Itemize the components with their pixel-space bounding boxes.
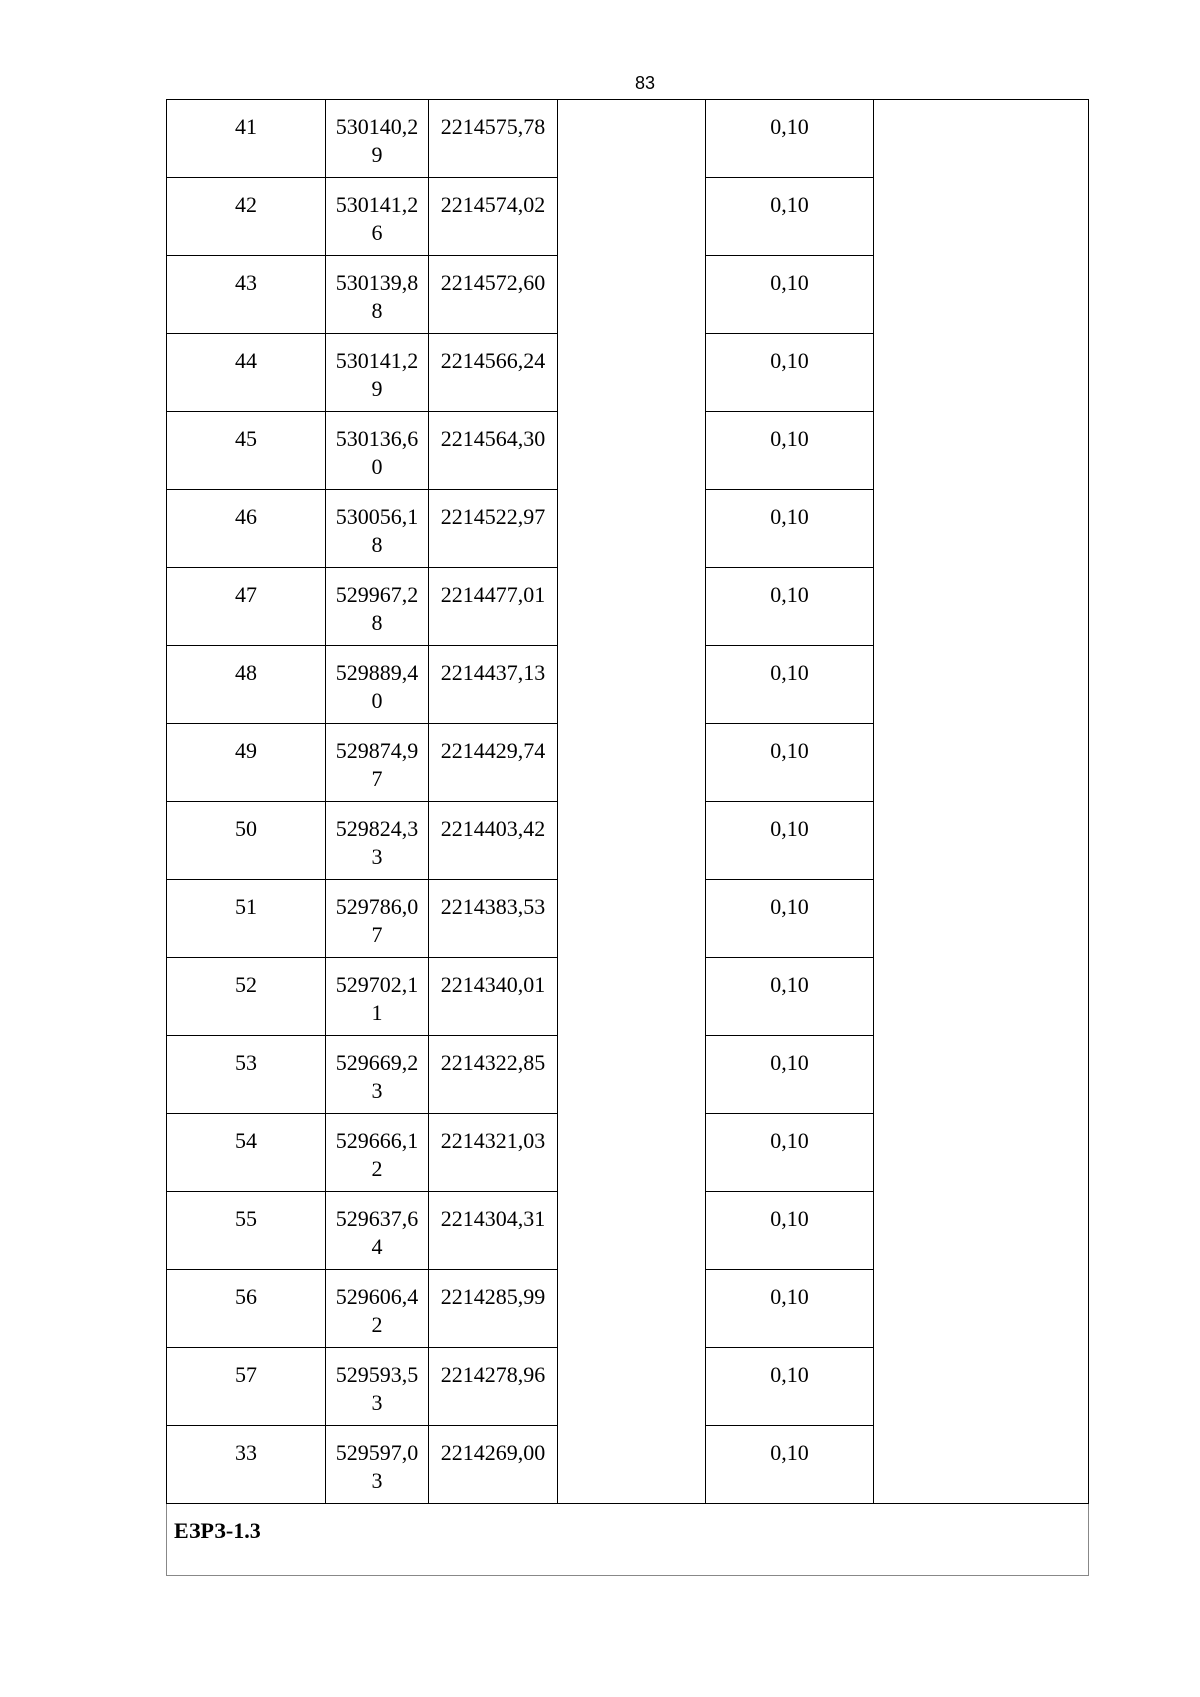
precision-cell: 0,10 xyxy=(706,646,874,724)
coordinates-table-body xyxy=(167,100,1089,1576)
x-coordinate-cell: 529967,28 xyxy=(326,568,429,646)
x-coordinate-cell: 530136,60 xyxy=(326,412,429,490)
x-coordinate-cell: 529606,42 xyxy=(326,1270,429,1348)
point-number-cell: 56 xyxy=(167,1270,326,1348)
y-coordinate-cell: 2214429,74 xyxy=(429,724,558,802)
y-coordinate-cell: 2214278,96 xyxy=(429,1348,558,1426)
y-coordinate-cell: 2214383,53 xyxy=(429,880,558,958)
section-label: ЕЗРЗ-1.3 xyxy=(167,1504,1089,1576)
precision-cell: 0,10 xyxy=(706,724,874,802)
point-number-cell: 41 xyxy=(167,100,326,178)
precision-cell: 0,10 xyxy=(706,1426,874,1504)
x-coordinate-cell: 530141,26 xyxy=(326,178,429,256)
y-coordinate-cell: 2214403,42 xyxy=(429,802,558,880)
empty-description-cell xyxy=(874,100,1089,1504)
precision-cell: 0,10 xyxy=(706,334,874,412)
x-coordinate-cell: 529824,33 xyxy=(326,802,429,880)
y-coordinate-cell: 2214322,85 xyxy=(429,1036,558,1114)
y-coordinate-cell: 2214340,01 xyxy=(429,958,558,1036)
x-coordinate-cell: 529874,97 xyxy=(326,724,429,802)
y-coordinate-cell: 2214321,03 xyxy=(429,1114,558,1192)
y-coordinate-cell: 2214575,78 xyxy=(429,100,558,178)
y-coordinate-cell: 2214566,24 xyxy=(429,334,558,412)
point-number-cell: 47 xyxy=(167,568,326,646)
x-coordinate-cell: 530141,29 xyxy=(326,334,429,412)
point-number-cell: 54 xyxy=(167,1114,326,1192)
x-coordinate-cell: 530056,18 xyxy=(326,490,429,568)
table-row xyxy=(167,100,1089,178)
x-coordinate-cell: 529666,12 xyxy=(326,1114,429,1192)
point-number-cell: 52 xyxy=(167,958,326,1036)
precision-cell: 0,10 xyxy=(706,256,874,334)
precision-cell: 0,10 xyxy=(706,1270,874,1348)
y-coordinate-cell: 2214564,30 xyxy=(429,412,558,490)
x-coordinate-cell: 529889,40 xyxy=(326,646,429,724)
point-number-cell: 49 xyxy=(167,724,326,802)
coordinates-table xyxy=(166,99,1089,1576)
x-coordinate-cell: 529593,53 xyxy=(326,1348,429,1426)
point-number-cell: 46 xyxy=(167,490,326,568)
point-number-cell: 51 xyxy=(167,880,326,958)
point-number-cell: 44 xyxy=(167,334,326,412)
precision-cell: 0,10 xyxy=(706,490,874,568)
point-number-cell: 45 xyxy=(167,412,326,490)
precision-cell: 0,10 xyxy=(706,100,874,178)
page-number: 83 xyxy=(634,73,656,93)
x-coordinate-cell: 529597,03 xyxy=(326,1426,429,1504)
point-number-cell: 42 xyxy=(167,178,326,256)
y-coordinate-cell: 2214304,31 xyxy=(429,1192,558,1270)
x-coordinate-cell: 529786,07 xyxy=(326,880,429,958)
point-number-cell: 57 xyxy=(167,1348,326,1426)
precision-cell: 0,10 xyxy=(706,1348,874,1426)
y-coordinate-cell: 2214477,01 xyxy=(429,568,558,646)
precision-cell: 0,10 xyxy=(706,178,874,256)
precision-cell: 0,10 xyxy=(706,802,874,880)
precision-cell: 0,10 xyxy=(706,412,874,490)
x-coordinate-cell: 530140,29 xyxy=(326,100,429,178)
x-coordinate-cell: 529637,64 xyxy=(326,1192,429,1270)
x-coordinate-cell: 529669,23 xyxy=(326,1036,429,1114)
y-coordinate-cell: 2214285,99 xyxy=(429,1270,558,1348)
y-coordinate-cell: 2214269,00 xyxy=(429,1426,558,1504)
point-number-cell: 43 xyxy=(167,256,326,334)
precision-cell: 0,10 xyxy=(706,1036,874,1114)
point-number-cell: 55 xyxy=(167,1192,326,1270)
point-number-cell: 50 xyxy=(167,802,326,880)
x-coordinate-cell: 530139,88 xyxy=(326,256,429,334)
precision-cell: 0,10 xyxy=(706,1114,874,1192)
y-coordinate-cell: 2214522,97 xyxy=(429,490,558,568)
point-number-cell: 33 xyxy=(167,1426,326,1504)
precision-cell: 0,10 xyxy=(706,568,874,646)
y-coordinate-cell: 2214437,13 xyxy=(429,646,558,724)
point-number-cell: 53 xyxy=(167,1036,326,1114)
empty-method-cell xyxy=(558,100,706,1504)
precision-cell: 0,10 xyxy=(706,880,874,958)
y-coordinate-cell: 2214574,02 xyxy=(429,178,558,256)
precision-cell: 0,10 xyxy=(706,1192,874,1270)
y-coordinate-cell: 2214572,60 xyxy=(429,256,558,334)
section-row xyxy=(167,1504,1089,1576)
x-coordinate-cell: 529702,11 xyxy=(326,958,429,1036)
precision-cell: 0,10 xyxy=(706,958,874,1036)
point-number-cell: 48 xyxy=(167,646,326,724)
